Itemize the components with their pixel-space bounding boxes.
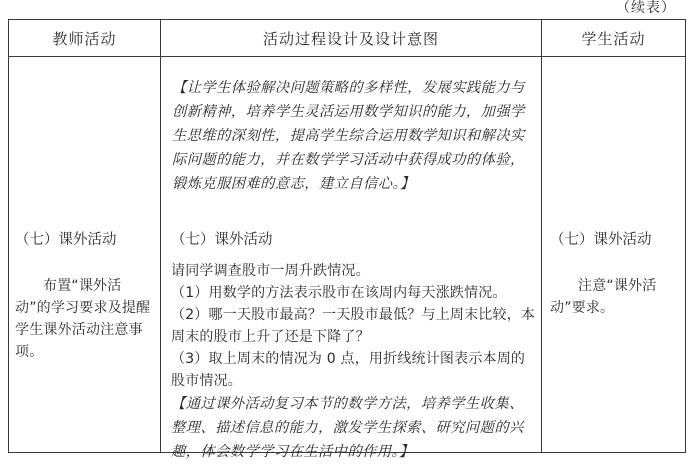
design-section-title: （七）课外活动 <box>171 232 273 248</box>
teacher-section-title: （七）课外活动 <box>15 232 117 248</box>
teacher-activity-text: 布置“课外活动”的学习要求及提醒学生课外活动注意事项。 <box>15 278 151 360</box>
header-design: 活动过程设计及设计意图 <box>161 20 542 57</box>
lesson-plan-table <box>8 19 686 460</box>
content-row <box>9 57 686 453</box>
design-body <box>171 260 537 464</box>
design-cell <box>161 57 542 460</box>
student-activity-text: 注意“课外活动”要求。 <box>550 278 657 316</box>
student-section-title: （七）课外活动 <box>550 232 652 248</box>
design-item-1: （1）用数学的方法表示股市在该周内每天涨跌情况。 <box>171 285 507 301</box>
design-item-3: （3）取上周末的情况为 0 点，用折线统计图表示本周的股市情况。 <box>171 351 526 389</box>
continued-label: （续表） <box>616 0 676 16</box>
design-intro: 请同学调查股市一周升跌情况。 <box>171 263 370 279</box>
design-intent-top: 【让学生体验解决问题策略的多样性，发展实践能力与创新精神，培养学生灵活运用数学知识的能力，加强学生思维的深刻性，提高学生综合运用数学知识和解决实际问题的能力，并在数学学习活动中获得成功的体验，锻炼克服困难的意志，建立自信心。】 <box>172 80 525 192</box>
student-activity-cell <box>542 57 686 453</box>
teacher-activity-cell <box>9 57 161 453</box>
design-item-2: （2）哪一天股市最高？一天股市最低？与上周末比较，本周末的股市上升了还是下降了？ <box>171 307 536 345</box>
header-student-activity: 学生活动 <box>542 20 686 57</box>
design-intent-bottom: 【通过课外活动复习本节的数学方法，培养学生收集、整理、描述信息的能力，激发学生探索、研究问题的兴趣，体会数学学习在生活中的作用。】 <box>171 396 524 460</box>
header-row <box>9 20 686 57</box>
header-teacher-activity: 教师活动 <box>9 20 161 57</box>
